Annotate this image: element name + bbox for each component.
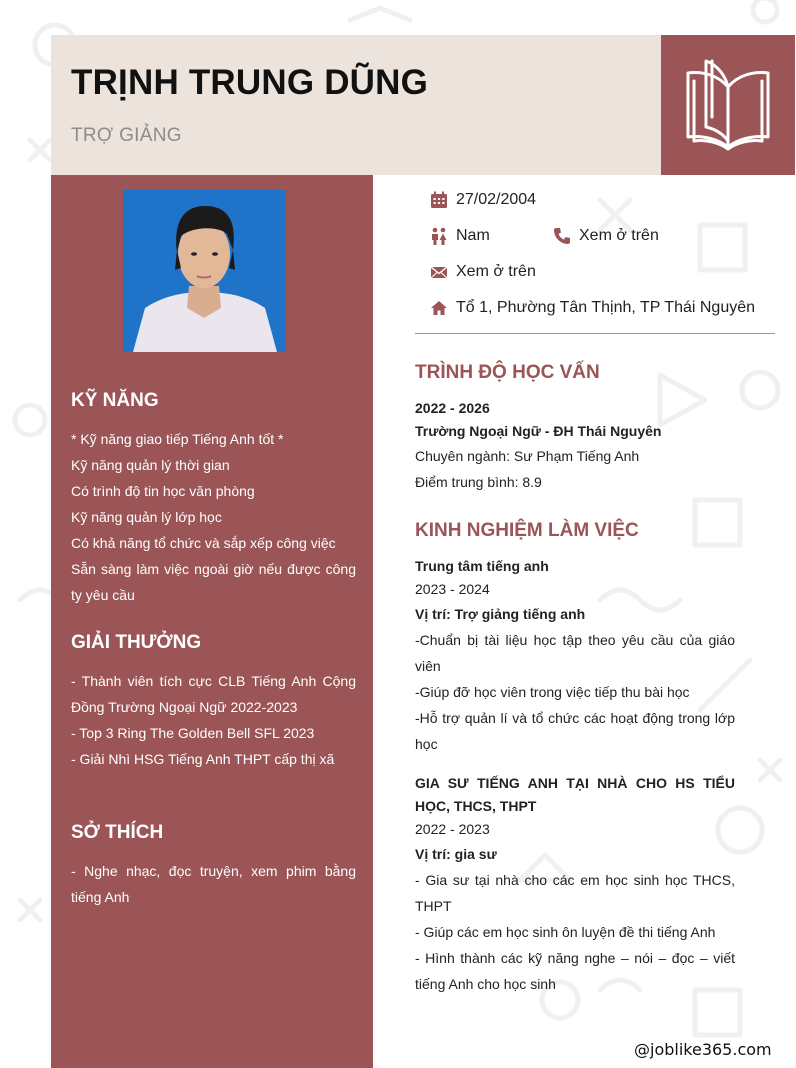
birthdate-text: 27/02/2004 [456,191,537,208]
resume-header [51,35,661,175]
address-text: Tổ 1, Phường Tân Thịnh, TP Thái Nguyên [456,299,756,316]
education-period: 2022 - 2026 [415,400,490,416]
skill-item: Có trình độ tin học văn phòng [71,483,255,499]
contact-divider [415,333,775,334]
footer-watermark: @joblike365.com [634,1040,772,1059]
envelope-icon [430,263,448,281]
award-item: - Thành viên tích cực CLB Tiếng Anh Cộng Đồng Trường Ngoại Ngữ 2022-2023 [71,673,356,715]
gender-row [430,227,490,245]
education-school: Trường Ngoại Ngữ - ĐH Thái Nguyên [415,423,662,439]
email-row [430,263,536,281]
candidate-name: TRỊNH TRUNG DŨNG [71,63,429,102]
phone-icon [553,227,571,245]
job-entry [415,772,735,997]
awards-section [71,632,356,772]
skills-title: KỸ NĂNG [71,390,159,411]
people-icon [430,227,448,245]
job-company: Trung tâm tiếng anh [415,558,549,574]
sidebar [51,175,373,1068]
job-position: Vị trí: gia sư [415,846,497,862]
hobbies-section [71,822,356,910]
job-duty: -Giúp đỡ học viên trong việc tiếp thu bài học [415,684,690,700]
hobbies-title: SỞ THÍCH [71,822,164,843]
profile-photo-portrait [123,190,286,352]
hobby-item: - Nghe nhạc, đọc truyện, xem phim bằng tiếng Anh [71,863,356,905]
skill-item: * Kỹ năng giao tiếp Tiếng Anh tốt * [71,431,284,447]
phone-text: Xem ở trên [579,227,659,244]
skills-section [71,390,356,608]
skill-item: Sẵn sàng làm việc ngoài giờ nếu được công ty yêu cầu [71,561,356,603]
profile-photo [123,190,286,352]
job-company: GIA SƯ TIẾNG ANH TẠI NHÀ CHO HS TIỂU HỌC, THCS, THPT [415,775,735,814]
skill-item: Có khả năng tổ chức và sắp xếp công việc [71,535,336,551]
phone-row [553,227,659,245]
job-duty: - Hình thành các kỹ năng nghe – nói – đọc – viết tiếng Anh cho học sinh [415,950,735,992]
experience-title: KINH NGHIỆM LÀM VIỆC [415,520,639,541]
education-block [415,397,735,495]
job-period: 2022 - 2023 [415,821,490,837]
header-icon-box [661,35,795,175]
skill-item: Kỹ năng quản lý lớp học [71,509,222,525]
job-entry [415,555,735,757]
education-title: TRÌNH ĐỘ HỌC VẤN [415,362,600,383]
awards-title: GIẢI THƯỞNG [71,632,202,653]
email-text: Xem ở trên [456,263,536,280]
gender-text: Nam [456,227,490,244]
open-book-icon [680,57,776,153]
education-major: Chuyên ngành: Sư Phạm Tiếng Anh [415,448,640,464]
address-row [430,299,755,317]
job-duty: -Chuẩn bị tài liệu học tập theo yêu cầu của giáo viên [415,632,735,674]
skill-item: Kỹ năng quản lý thời gian [71,457,230,473]
award-item: - Giải Nhì HSG Tiếng Anh THPT cấp thị xã [71,751,335,767]
job-duty: -Hỗ trợ quản lí và tổ chức các hoạt động trong lớp học [415,710,735,752]
home-icon [430,299,448,317]
candidate-role: TRỢ GIẢNG [71,125,182,146]
award-item: - Top 3 Ring The Golden Bell SFL 2023 [71,725,315,741]
birthdate-row [430,191,536,209]
job-position: Vị trí: Trợ giảng tiếng anh [415,606,586,622]
job-duty: - Giúp các em học sinh ôn luyện đề thi tiếng Anh [415,924,716,940]
education-gpa: Điểm trung bình: 8.9 [415,474,542,490]
calendar-icon [430,191,448,209]
job-period: 2023 - 2024 [415,581,490,597]
job-duty: - Gia sư tại nhà cho các em học sinh học THCS, THPT [415,872,735,914]
